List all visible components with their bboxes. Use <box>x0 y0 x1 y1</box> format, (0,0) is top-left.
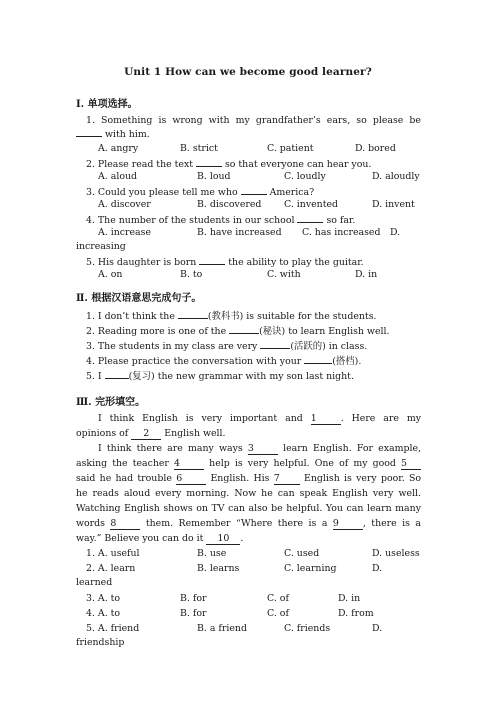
passage-text: learn English. For example, <box>283 443 422 454</box>
q2-option-b: B. loud <box>197 171 231 182</box>
passage-line-6: he reads aloud every morning. Now he can speak English very well. <box>76 488 421 499</box>
cloze-q4-option-a: 4. A. to <box>86 608 121 619</box>
passage-text: English. His <box>210 473 270 484</box>
cloze-q5-option-d-text: friendship <box>76 637 125 648</box>
numbered-blank[interactable]: 6 <box>176 474 206 485</box>
passage-line-7: Watching English shows on TV can also be helpful. You can learn many <box>76 503 421 514</box>
q1-stem-line1: 1. Something is wrong with my grandfather’s ears, so please be <box>86 115 421 126</box>
q5-stem <box>86 255 364 269</box>
cloze-q5-option-a: 5. A. friend <box>86 623 140 634</box>
q1-option-d: D. bored <box>355 143 396 154</box>
passage-line-5 <box>76 473 421 485</box>
page-title: Unit 1 How can we become good learner? <box>124 66 372 78</box>
q3-option-c: C. invented <box>284 199 339 210</box>
cloze-q4-option-d: D. from <box>338 608 374 619</box>
sentence-2 <box>86 324 389 338</box>
chinese-hint: (活跃的) <box>290 341 326 352</box>
cloze-q4-option-c: C. of <box>267 608 289 619</box>
passage-line-4 <box>76 458 421 470</box>
cloze-q1-option-b: B. use <box>197 548 227 559</box>
cloze-q1-option-d: D. useless <box>372 548 420 559</box>
cloze-q1-option-a: 1. A. useful <box>86 548 140 559</box>
answer-blank[interactable] <box>260 339 290 349</box>
passage-line-1 <box>98 413 421 425</box>
q5-option-a: A. on <box>98 269 123 280</box>
q3-option-a: A. discover <box>98 199 151 210</box>
answer-blank[interactable] <box>297 213 323 223</box>
passage-line-3 <box>98 443 421 455</box>
passage-text: words <box>76 518 105 529</box>
section-2-heading: Ⅱ. 根据汉语意思完成句子。 <box>76 293 202 304</box>
q5-option-c: C. with <box>267 269 301 280</box>
q2-option-d: D. aloudly <box>372 171 420 182</box>
q4-option-c: C. has increased <box>302 227 381 238</box>
sentence-3-end: in class. <box>328 341 368 352</box>
cloze-q1-option-c: C. used <box>284 548 320 559</box>
sentence-3-start: 3. The students in my class are very <box>86 341 258 352</box>
section-3-heading: Ⅲ. 完形填空。 <box>76 397 146 408</box>
chinese-hint: (教科书) <box>207 311 244 322</box>
numbered-blank[interactable]: 2 <box>131 429 161 440</box>
sentence-4 <box>86 354 361 368</box>
answer-blank[interactable] <box>304 354 332 364</box>
q2-stem-end: so that everyone can hear you. <box>224 159 372 170</box>
sentence-4-start: 4. Please practice the conversation with your <box>86 356 302 367</box>
passage-text: . <box>240 533 244 544</box>
numbered-blank[interactable]: 5 <box>401 459 421 470</box>
sentence-4-end: . <box>358 356 362 367</box>
q1-option-c: C. patient <box>267 143 314 154</box>
q4-stem-end: so far. <box>326 215 356 226</box>
q5-option-d: D. in <box>355 269 378 280</box>
passage-text: opinions of <box>76 428 129 439</box>
q2-option-c: C. loudly <box>284 171 326 182</box>
passage-text: them. Remember “Where there is a <box>145 518 328 529</box>
numbered-blank[interactable]: 3 <box>248 444 278 455</box>
q1-option-a: A. angry <box>98 143 139 154</box>
answer-blank[interactable] <box>199 255 225 265</box>
q4-stem-start: 4. The number of the students in our school <box>86 215 295 226</box>
answer-blank[interactable] <box>196 157 222 167</box>
numbered-blank[interactable]: 7 <box>274 474 300 485</box>
sentence-5-start: 5. I <box>86 371 102 382</box>
section-1-heading: Ⅰ. 单项选择。 <box>76 99 138 110</box>
answer-blank[interactable] <box>241 185 267 195</box>
answer-blank[interactable] <box>105 369 129 379</box>
passage-line-2 <box>76 428 226 440</box>
q3-stem-start: 3. Could you please tell me who <box>86 187 238 198</box>
numbered-blank[interactable]: 1 <box>311 414 341 425</box>
q1-stem-line2 <box>76 127 150 141</box>
cloze-q3-option-c: C. of <box>267 593 289 604</box>
cloze-q2-option-d-text: learned <box>76 577 113 588</box>
cloze-q2-option-d: D. <box>372 563 383 574</box>
sentence-1-end: is suitable for the students. <box>246 311 377 322</box>
q3-option-d: D. invent <box>372 199 415 210</box>
passage-text: . Here are my <box>340 413 422 424</box>
answer-blank[interactable] <box>76 127 102 137</box>
sentence-2-start: 2. Reading more is one of the <box>86 326 227 337</box>
passage-text: said he had trouble <box>76 473 172 484</box>
sentence-1-start: 1. I don’t think the <box>86 311 175 322</box>
q3-stem-end: America? <box>269 187 315 198</box>
q4-option-b: B. have increased <box>197 227 282 238</box>
passage-text: I think there are many ways <box>98 443 243 454</box>
q5-stem-end: the ability to play the guitar. <box>228 257 364 268</box>
sentence-3 <box>86 339 367 353</box>
cloze-q4-option-b: B. for <box>180 608 207 619</box>
passage-text: help is very helpful. One of my good <box>209 458 396 469</box>
cloze-q5-option-c: C. friends <box>284 623 331 634</box>
numbered-blank[interactable]: 10 <box>206 534 240 545</box>
numbered-blank[interactable]: 9 <box>333 519 363 530</box>
cloze-q5-option-b: B. a friend <box>197 623 247 634</box>
cloze-q5-option-d: D. <box>372 623 383 634</box>
chinese-hint: (搭档) <box>332 356 359 367</box>
q2-option-a: A. aloud <box>98 171 138 182</box>
q3-option-b: B. discovered <box>197 199 262 210</box>
passage-line-9 <box>76 533 243 545</box>
passage-text: English well. <box>164 428 226 439</box>
passage-text: English is very poor. So <box>304 473 422 484</box>
passage-text: asking the teacher <box>76 458 169 469</box>
sentence-2-end: to learn English well. <box>288 326 390 337</box>
numbered-blank[interactable]: 4 <box>174 459 204 470</box>
passage-text: way.” Believe you can do it <box>76 533 204 544</box>
q3-stem <box>86 185 314 199</box>
q4-option-d: D. <box>390 227 401 238</box>
answer-blank[interactable] <box>178 309 208 319</box>
cloze-q2-option-c: C. learning <box>284 563 337 574</box>
sentence-1 <box>86 309 377 323</box>
q2-stem <box>86 157 371 171</box>
sentence-5-end: the new grammar with my son last night. <box>157 371 354 382</box>
q5-option-b: B. to <box>180 269 203 280</box>
q4-option-a: A. increase <box>98 227 151 238</box>
answer-blank[interactable] <box>229 324 259 334</box>
cloze-q2-option-b: B. learns <box>197 563 240 574</box>
q4-stem <box>86 213 355 227</box>
q1-option-b: B. strict <box>180 143 218 154</box>
chinese-hint: (秘诀) <box>259 326 286 337</box>
cloze-q3-option-a: 3. A. to <box>86 593 121 604</box>
q1-stem-end: with him. <box>104 129 150 140</box>
cloze-q2-option-a: 2. A. learn <box>86 563 136 574</box>
q5-stem-start: 5. His daughter is born <box>86 257 197 268</box>
cloze-q3-option-b: B. for <box>180 593 207 604</box>
q2-stem-start: 2. Please read the text <box>86 159 194 170</box>
passage-text: I think English is very important and <box>98 413 303 424</box>
chinese-hint: (复习) <box>128 371 155 382</box>
passage-line-8 <box>76 518 421 530</box>
cloze-q3-option-d: D. in <box>338 593 361 604</box>
sentence-5 <box>86 369 354 383</box>
passage-text: , there is a <box>362 518 421 529</box>
q4-option-d-text: increasing <box>76 241 126 252</box>
numbered-blank[interactable]: 8 <box>110 519 140 530</box>
